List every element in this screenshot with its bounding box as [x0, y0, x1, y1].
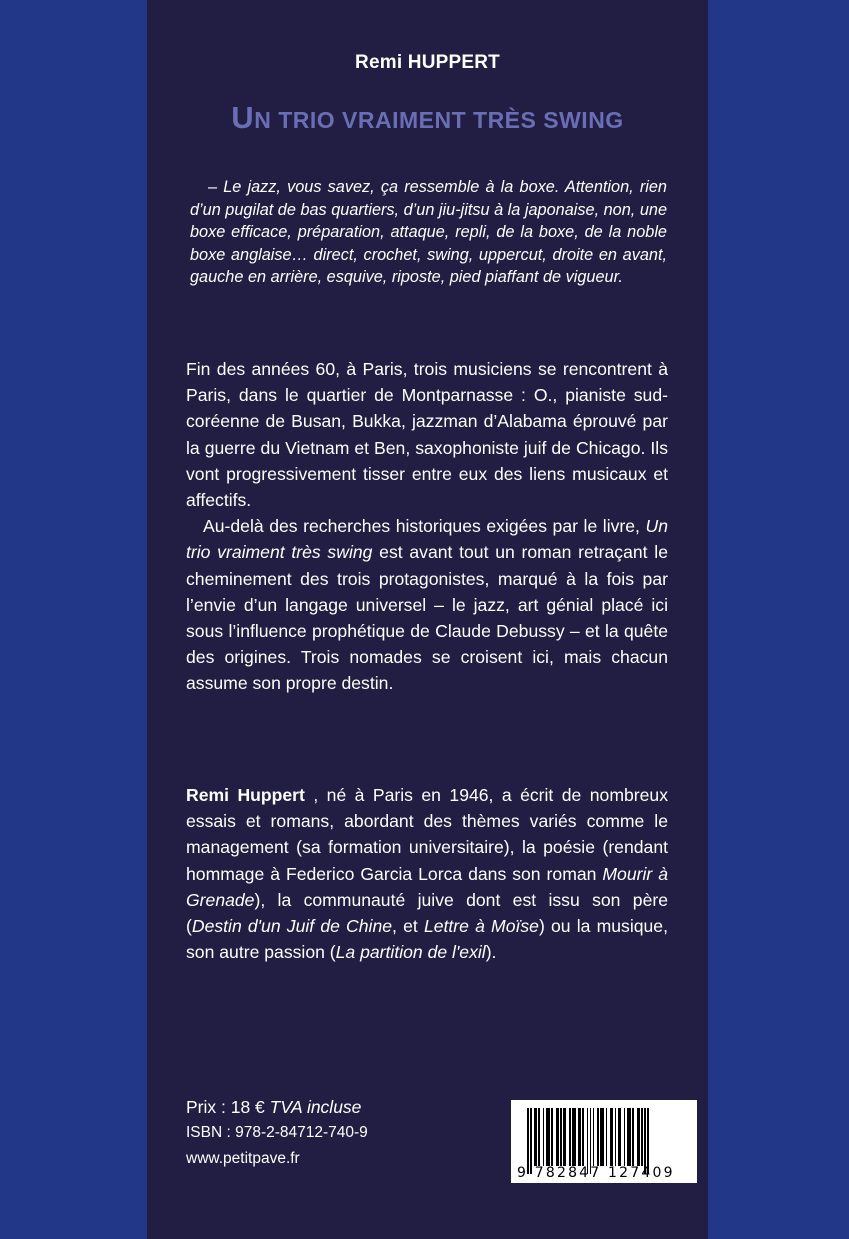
bio-book-title: Lettre à Moïse: [423, 916, 539, 937]
synopsis-paragraph-1: Fin des années 60, à Paris, trois musiciens se rencontrent à Paris, dans le quartier de Montparnasse : O., pianiste sud-coréenne de Busan, Bukka, jazzman d’Alabama éprouvé par la guerre du Vietnam et Ben, saxophoniste juif de Chicago. Ils vont progressivement tisser entre eux des liens musicaux et affectifs.: [186, 359, 668, 511]
publication-info: [186, 1094, 368, 1172]
bio-text: , et: [392, 916, 424, 937]
bio-book-title: Destin d'un Juif de Chine: [191, 916, 393, 937]
bio-author-name: Remi Huppert: [186, 785, 305, 805]
book-title: [147, 100, 708, 136]
price-label: Prix : 18 €: [186, 1097, 270, 1117]
bio-book-title: La partition de l'exil: [335, 942, 486, 963]
bio-book-title: Mourir à Grenade: [186, 863, 668, 910]
bio-text: ), la communauté juive dont est issu son père (: [186, 889, 668, 937]
title-first-letter: U: [231, 100, 255, 135]
book-title-inline: Un trio vraiment très swing: [186, 516, 668, 563]
author-name: Remi HUPPERT: [355, 52, 500, 73]
isbn-barcode: [511, 1100, 697, 1183]
synopsis: [186, 356, 668, 697]
isbn: ISBN : 978-2-84712-740-9: [186, 1124, 368, 1141]
synopsis-text: Au-delà des recherches historiques exigées par le livre,: [203, 516, 646, 537]
author-bio: [186, 782, 668, 965]
bio-text: , né à Paris en 1946, a écrit de nombreux essais et romans, abordant des thèmes variés comme le management (sa formation universitaire), la poésie (rendant hommage à Federico Garcia Lorca dans son roman: [186, 785, 668, 884]
bio-text: ).: [485, 942, 497, 963]
synopsis-text: est avant tout un roman retraçant le cheminement des trois protagonistes, marqué à la fois par l’envie d’un langage universel – le jazz, art génial placé ici sous l’influence prophétique de Claude Debussy – et la quête des origines. Trois nomades se croisent ici, mais chacun assume son propre destin.: [186, 542, 668, 694]
price-note: TVA incluse: [269, 1097, 362, 1117]
title-rest: N TRIO VRAIMENT TRÈS SWING: [254, 107, 624, 133]
barcode-bars-icon: [527, 1108, 683, 1166]
bio-text: ) ou la musique, son autre passion (: [186, 916, 668, 963]
barcode-digits: 9 782847 127409: [517, 1165, 675, 1181]
publisher-website: www.petitpave.fr: [186, 1150, 300, 1167]
synopsis-paragraph-2: [186, 513, 668, 696]
price: [186, 1094, 368, 1120]
back-cover-panel: [147, 0, 708, 1239]
excerpt-quote: – Le jazz, vous savez, ça ressemble à la boxe. Attention, rien d’un pugilat de bas quartiers, d’un jiu-jitsu à la japonaise, non, une boxe efficace, préparation, attaque, repli, de la boxe, de la noble boxe anglaise… direct, crochet, swing, uppercut, droite en avant, gauche en arrière, esquive, riposte, pied piaffant de vigueur.: [190, 178, 667, 287]
